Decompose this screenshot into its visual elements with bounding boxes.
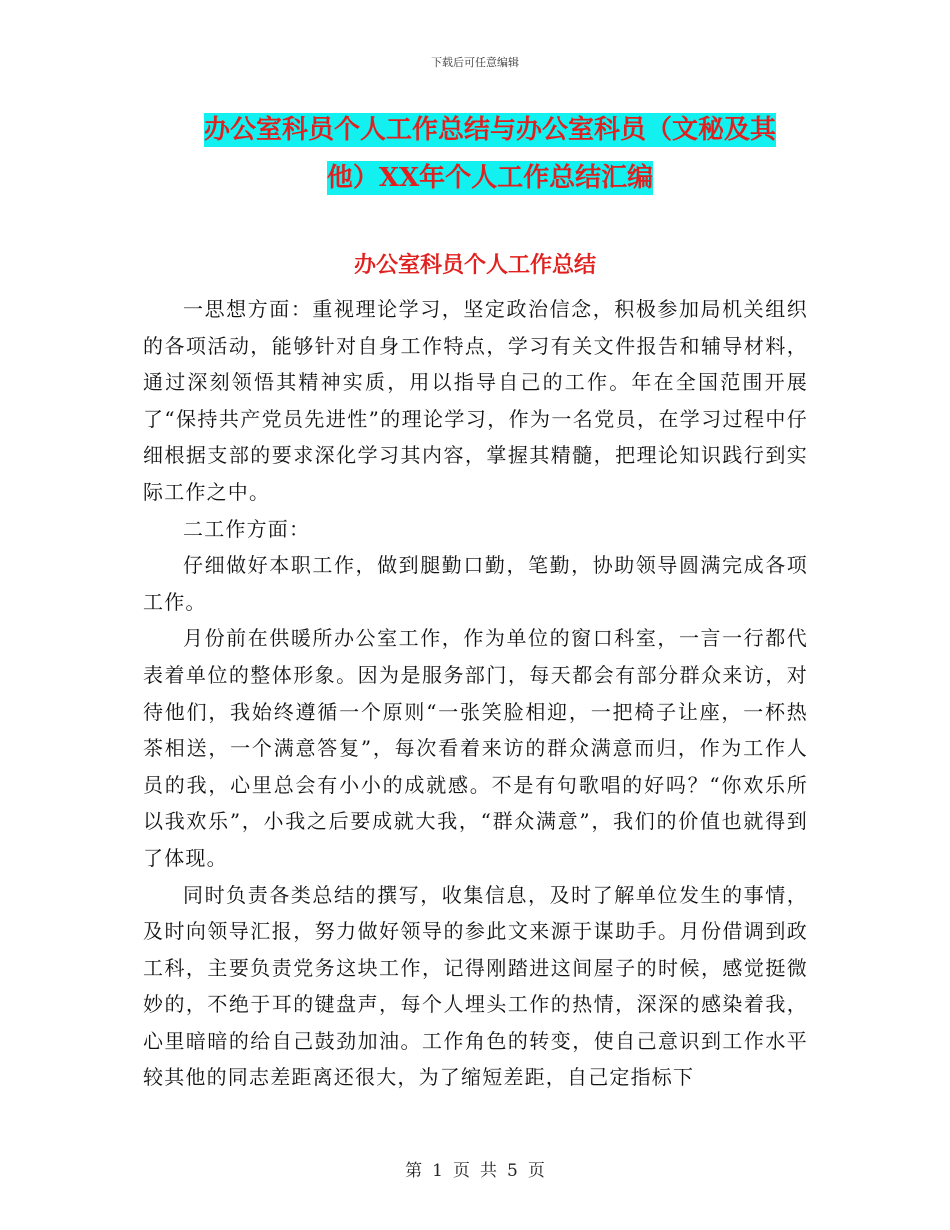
footer-page-word: 页 <box>453 1161 470 1181</box>
paragraph: 同时负责各类总结的撰写，收集信息，及时了解单位发生的事情，及时向领导汇报，努力做好领导的参此文来源于谋助手。月份借调到政工科，主要负责党务这块工作，记得刚踏进这间屋子的时候，感觉挺微妙的，不绝于耳的键盘声，每个人埋头工作的热情，深深的感染着我，心里暗暗的给自己鼓劲加油。工作角色的转变，使自己意识到工作水平较其他的同志差距离还很大，为了缩短差距，自己定指标下 <box>143 882 808 1090</box>
footer-prefix: 第 <box>405 1161 423 1181</box>
paragraph: 月份前在供暖所办公室工作，作为单位的窗口科室，一言一行都代表着单位的整体形象。因为是服务部门，每天都会有部分群众来访，对待他们，我始终遵循一个原则“一张笑脸相迎，一把椅子让座，一杯热茶相送，一个满意答复”，每次看着来访的群众满意而归，作为工作人员的我，心里总会有小小的成就感。不是有句歌唱的好吗？“你欢乐所以我欢乐”，小我之后要成就大我，“群众满意”，我们的价值也就得到了体现。 <box>143 626 808 870</box>
paragraph: 一思想方面：重视理论学习，坚定政治信念，积极参加局机关组织的各项活动，能够针对自身工作特点，学习有关文件报告和辅导材料，通过深刻领悟其精神实质，用以指导自己的工作。年在全国范围开展了“保持共产党员先进性”的理论学习，作为一名党员，在学习过程中仔细根据支部的要求深化学习其内容，掌握其精髓，把理论知识践行到实际工作之中。 <box>143 297 808 504</box>
document-title <box>140 106 840 202</box>
footer-total-prefix: 共 <box>480 1161 497 1181</box>
current-page-number: 1 <box>432 1161 443 1181</box>
section-title: 办公室科员个人工作总结 <box>353 252 596 278</box>
document-title-line-2: 他）XX年个人工作总结汇编 <box>326 163 654 193</box>
total-page-number: 5 <box>507 1161 518 1181</box>
paragraph: 二工作方面： <box>183 516 311 541</box>
header-note: 下载后可任意编辑 <box>431 56 519 69</box>
document-body <box>143 291 808 1096</box>
document-title-line-1: 办公室科员个人工作总结与办公室科员（文秘及其 <box>203 115 776 145</box>
page-footer <box>0 1156 950 1181</box>
paragraph: 仔细做好本职工作，做到腿勤口勤，笔勤，协助领导圆满完成各项工作。 <box>143 553 808 614</box>
footer-suffix: 页 <box>527 1161 545 1181</box>
